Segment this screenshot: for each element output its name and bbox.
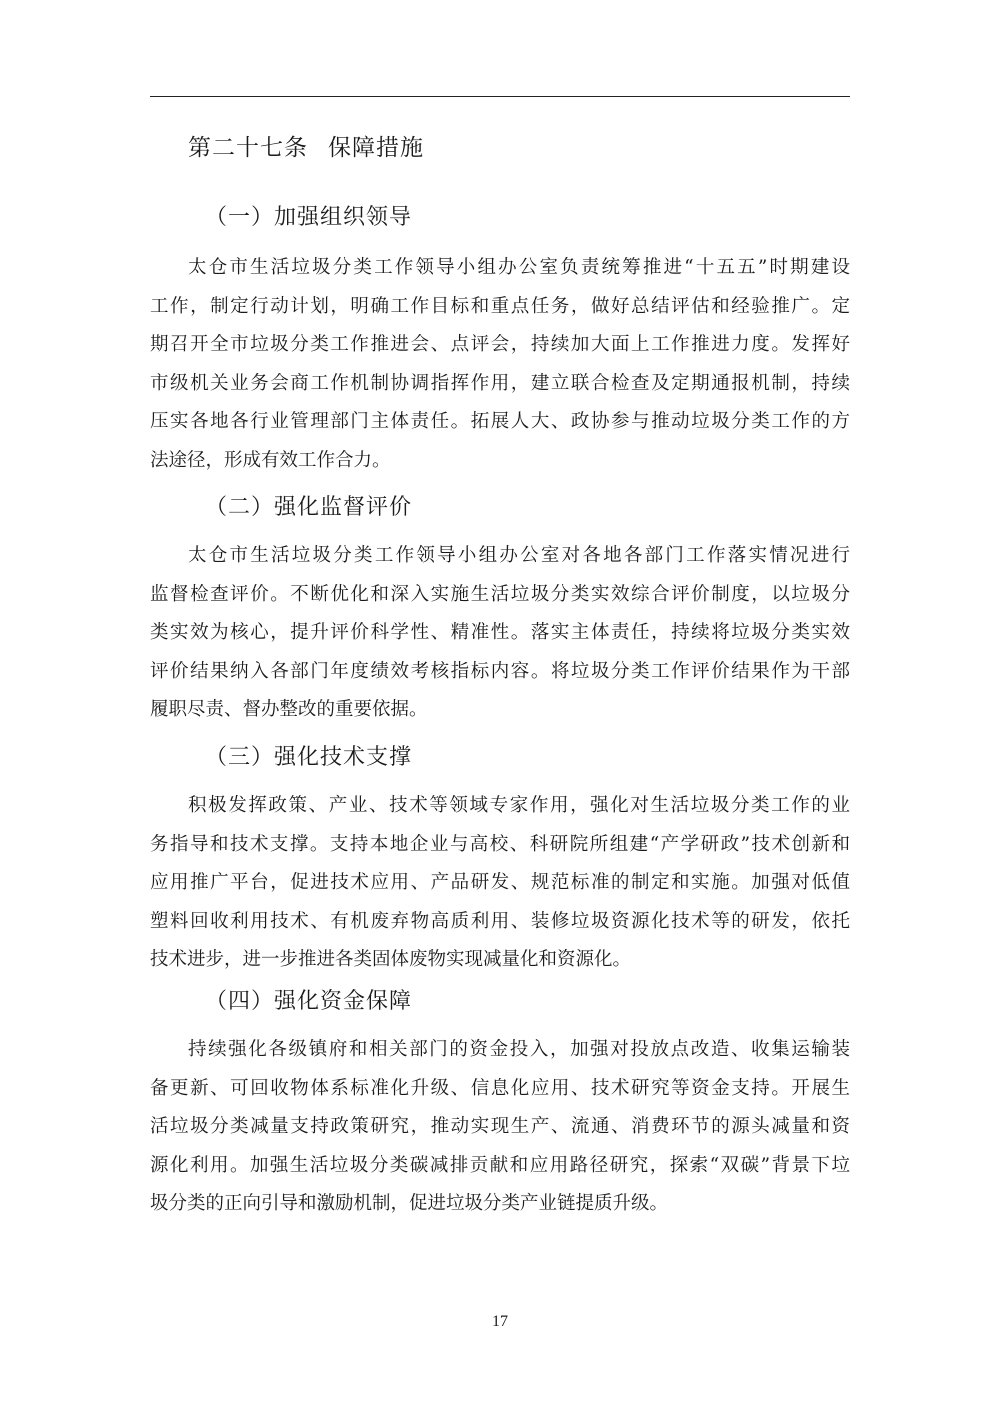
paragraph-line: 期召开全市垃圾分类工作推进会、点评会，持续加大面上工作推进力度。发挥好	[150, 334, 850, 355]
paragraph-line: 类实效为核心，提升评价科学性、精准性。落实主体责任，持续将垃圾分类实效	[150, 622, 850, 643]
paragraph-line: 圾分类的正向引导和激励机制，促进垃圾分类产业链提质升级。	[150, 1193, 669, 1214]
section-heading-4: （四）强化资金保障	[205, 989, 413, 1014]
paragraph-line: 持续强化各级镇府和相关部门的资金投入，加强对投放点改造、收集运输装	[188, 1039, 850, 1060]
paragraph-line: 太仓市生活垃圾分类工作领导小组办公室对各地各部门工作落实情况进行	[188, 545, 850, 566]
paragraph-line: 活垃圾分类减量支持政策研究，推动实现生产、流通、消费环节的源头减量和资	[150, 1116, 850, 1137]
paragraph-line: 塑料回收利用技术、有机废弃物高质利用、装修垃圾资源化技术等的研发，依托	[150, 910, 850, 932]
paragraph-line: 工作，制定行动计划，明确工作目标和重点任务，做好总结评估和经验推广。定	[150, 295, 850, 317]
section-1-paragraph	[150, 249, 850, 480]
paragraph-line: 太仓市生活垃圾分类工作领导小组办公室负责统筹推进“十五五”时期建设	[188, 257, 850, 278]
paragraph-line: 压实各地各行业管理部门主体责任。拓展人大、政协参与推动垃圾分类工作的方	[150, 411, 850, 432]
article-title	[188, 128, 424, 168]
section-heading-3: （三）强化技术支撑	[205, 745, 413, 770]
paragraph-line: 备更新、可回收物体系标准化升级、信息化应用、技术研究等资金支持。开展生	[150, 1077, 850, 1099]
paragraph-line: 积极发挥政策、产业、技术等领域专家作用，强化对生活垃圾分类工作的业	[188, 795, 850, 816]
paragraph-line: 评价结果纳入各部门年度绩效考核指标内容。将垃圾分类工作评价结果作为干部	[150, 660, 850, 682]
article-number: 第二十七条	[188, 135, 308, 161]
section-3-paragraph	[150, 787, 850, 980]
paragraph-line: 务指导和技术支撑。支持本地企业与高校、科研院所组建“产学研政”技术创新和	[150, 833, 850, 855]
paragraph-line: 监督检查评价。不断优化和深入实施生活垃圾分类实效综合评价制度，以垃圾分	[150, 583, 850, 605]
header-rule	[150, 96, 850, 97]
section-heading-2: （二）强化监督评价	[205, 495, 413, 520]
paragraph-line: 技术进步，进一步推进各类固体废物实现减量化和资源化。	[150, 949, 632, 970]
section-heading-1: （一）加强组织领导	[205, 205, 413, 230]
paragraph-line: 履职尽责、督办整改的重要依据。	[150, 699, 428, 720]
page-number: 17	[492, 1313, 508, 1330]
paragraph-line: 应用推广平台，促进技术应用、产品研发、规范标准的制定和实施。加强对低值	[150, 872, 850, 893]
section-2-paragraph	[150, 537, 850, 730]
section-4-paragraph	[150, 1031, 850, 1224]
paragraph-line: 法途径，形成有效工作合力。	[150, 449, 391, 471]
article-heading: 保障措施	[328, 135, 424, 161]
paragraph-line: 源化利用。加强生活垃圾分类碳减排贡献和应用路径研究，探索“双碳”背景下垃	[150, 1154, 850, 1176]
paragraph-line: 市级机关业务会商工作机制协调指挥作用，建立联合检查及定期通报机制，持续	[150, 372, 850, 394]
